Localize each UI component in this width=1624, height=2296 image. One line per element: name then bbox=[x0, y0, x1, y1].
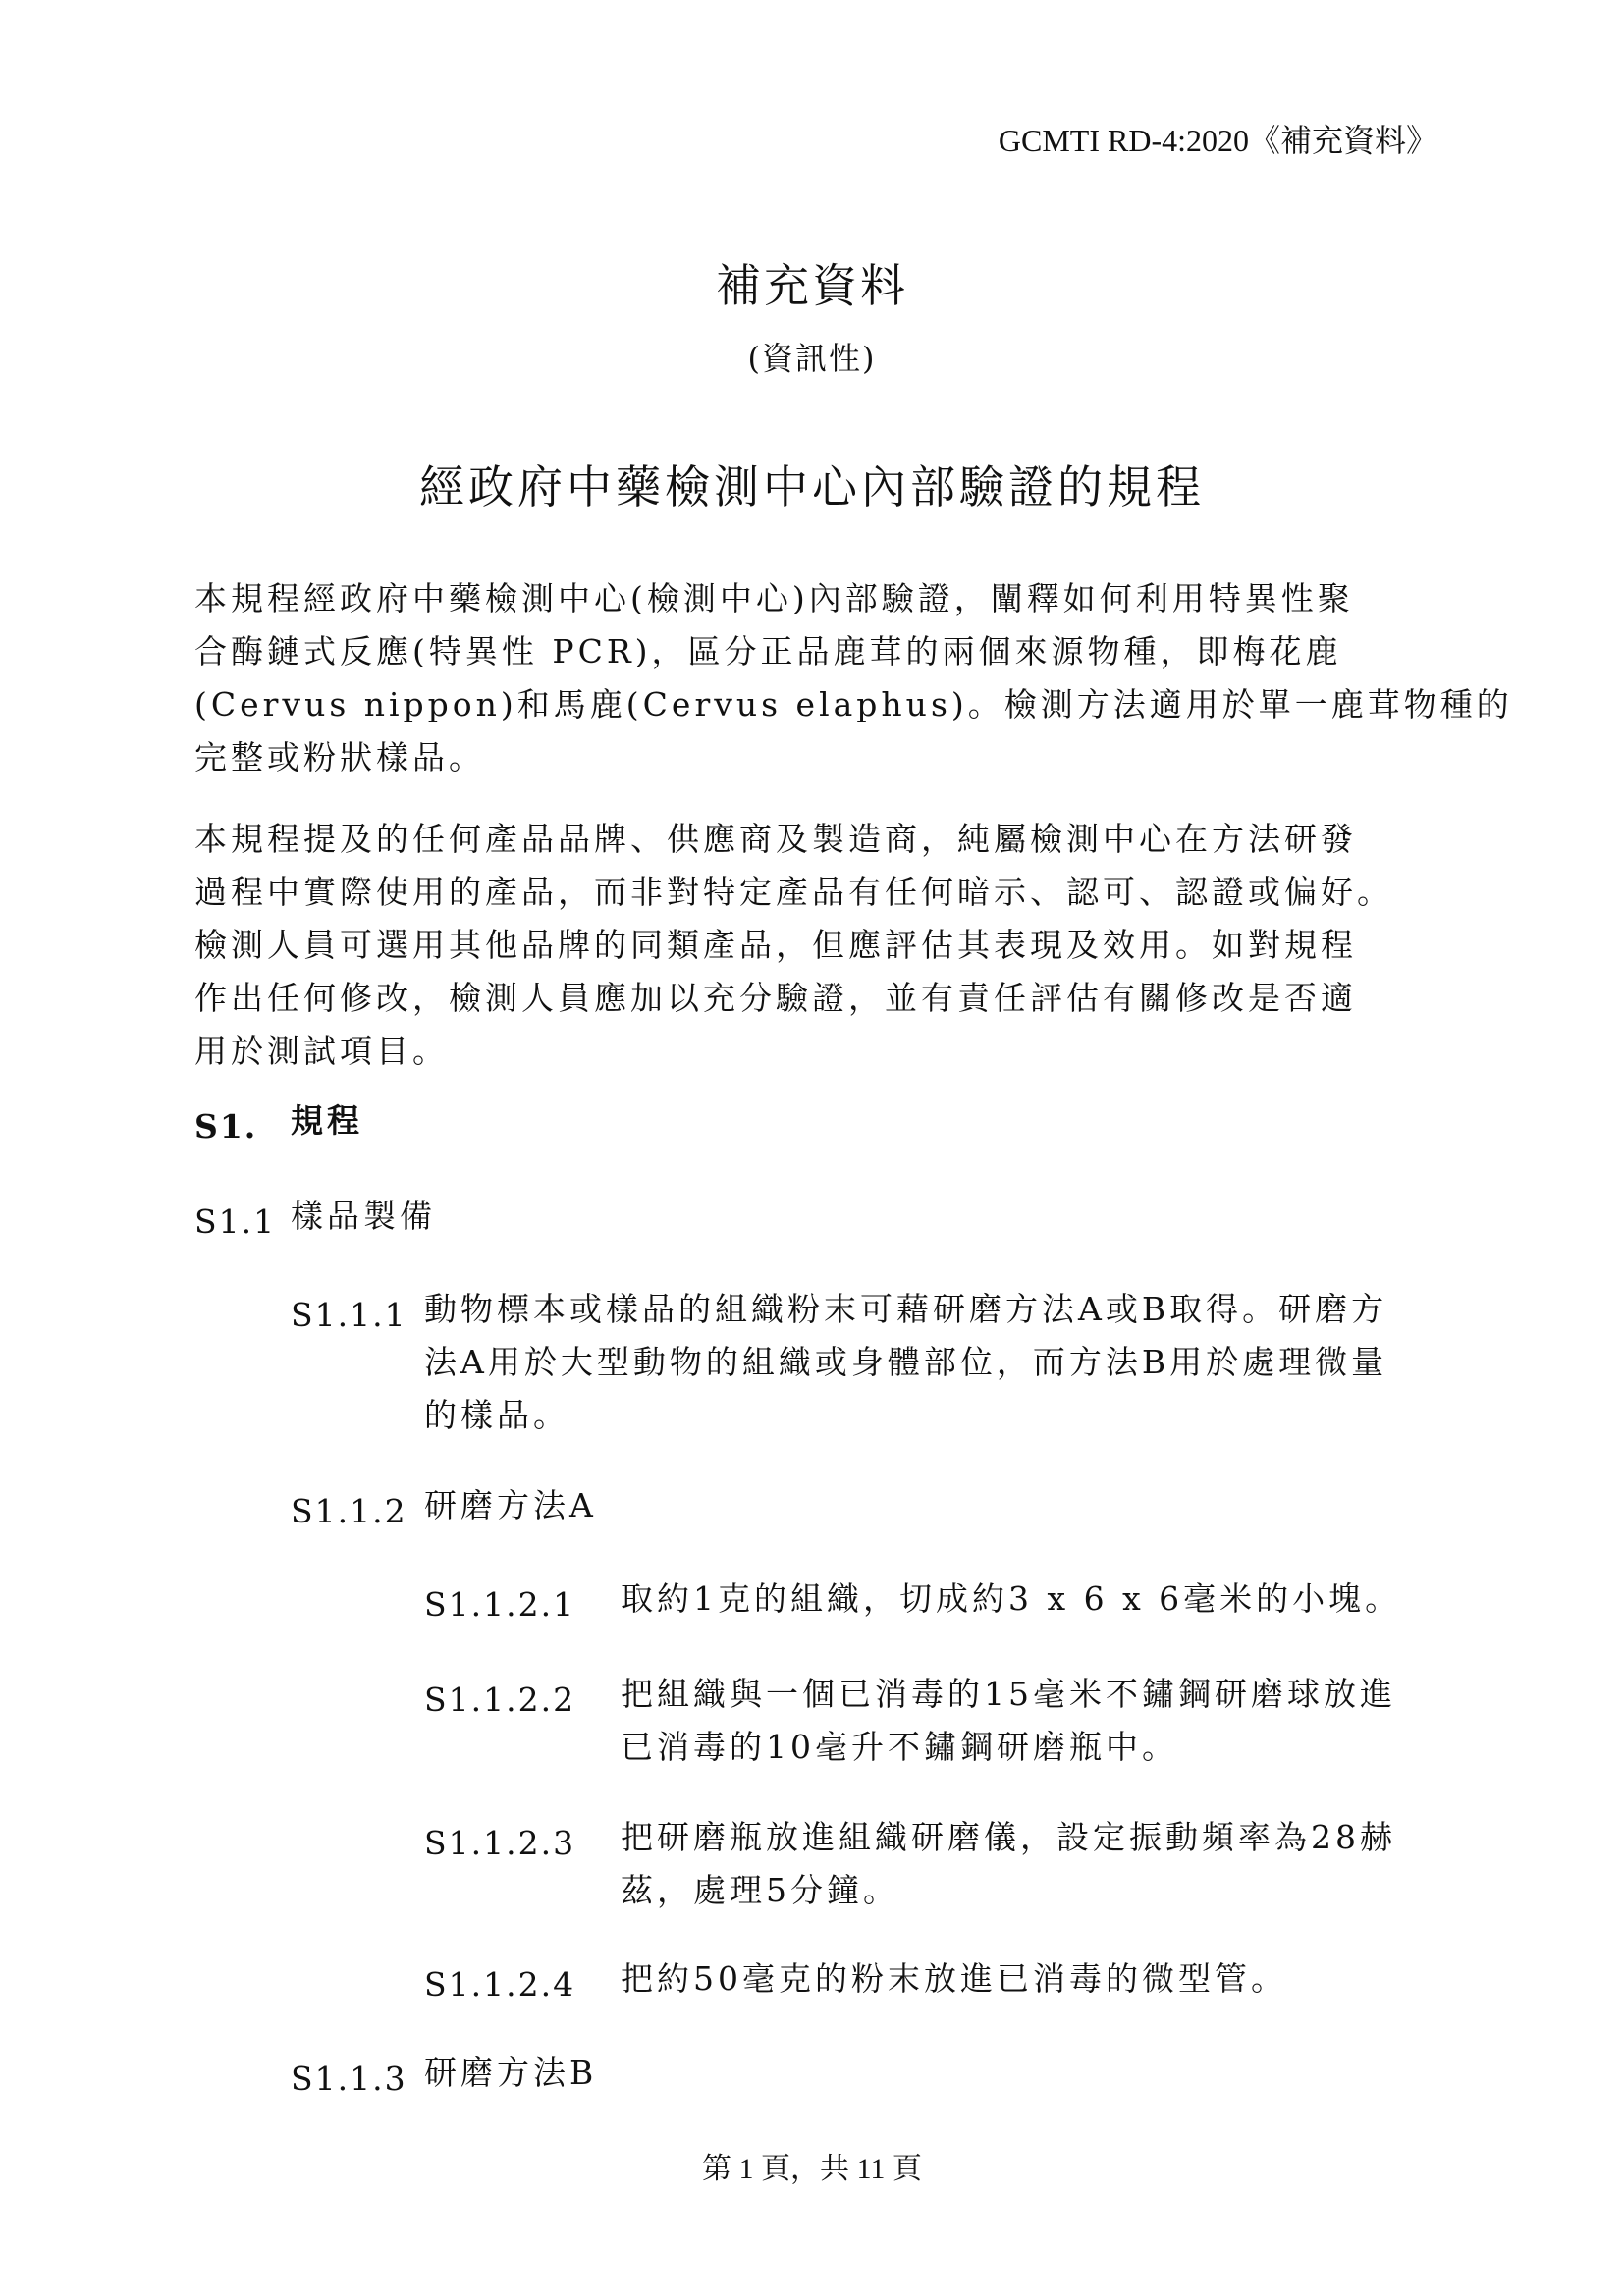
section-line: 把研磨瓶放進組織研磨儀，設定振動頻率為28赫 bbox=[621, 1818, 1396, 1856]
disclaimer-line: 用於測試項目。 bbox=[194, 1032, 449, 1070]
section-heading: 研磨方法A bbox=[424, 1486, 597, 1524]
section-number: S1.1 bbox=[194, 1202, 277, 1241]
disclaimer-line: 本規程提及的任何產品品牌、供應商及製造商，純屬檢測中心在方法研發 bbox=[194, 820, 1357, 858]
page-title: 補充資料 bbox=[716, 259, 908, 312]
section-number: S1.1.2.1 bbox=[424, 1585, 576, 1624]
page-subtitle: (資訊性) bbox=[747, 340, 877, 377]
disclaimer-line: 過程中實際使用的產品，而非對特定產品有任何暗示、認可、認證或偏好。 bbox=[194, 873, 1393, 911]
section-body bbox=[621, 1573, 1401, 1626]
section-line: 茲，處理5分鐘。 bbox=[621, 1871, 899, 1909]
document-title: 經政府中藥檢測中心內部驗證的規程 bbox=[419, 460, 1205, 513]
disclaimer-paragraph bbox=[194, 813, 1432, 1078]
section-line: 取約1克的組織，切成約3 x 6 x 6毫米的小塊。 bbox=[621, 1579, 1402, 1618]
section-number: S1. bbox=[194, 1107, 258, 1146]
section-body bbox=[621, 1668, 1396, 1774]
section-number: S1.1.3 bbox=[291, 2059, 407, 2098]
section-line: 的樣品。 bbox=[424, 1396, 569, 1434]
section-number: S1.1.2.3 bbox=[424, 1824, 576, 1862]
intro-line: 合酶鏈式反應(特異性 PCR)，區分正品鹿茸的兩個來源物種，即梅花鹿 bbox=[194, 632, 1342, 670]
intro-line: 完整或粉狀樣品。 bbox=[194, 738, 485, 776]
page-footer: 第 1 頁，共 11 頁 bbox=[702, 2153, 922, 2185]
section-heading: 樣品製備 bbox=[291, 1197, 436, 1235]
section-heading: 研磨方法B bbox=[424, 2054, 598, 2092]
section-line: 已消毒的10毫升不鏽鋼研磨瓶中。 bbox=[621, 1728, 1178, 1766]
section-line: 動物標本或樣品的組織粉末可藉研磨方法A或B取得。研磨方 bbox=[424, 1290, 1388, 1328]
section-number: S1.1.2.4 bbox=[424, 1965, 576, 2003]
disclaimer-line: 檢測人員可選用其他品牌的同類產品，但應評估其表現及效用。如對規程 bbox=[194, 926, 1357, 964]
section-line: 法A用於大型動物的組織或身體部位，而方法B用於處理微量 bbox=[424, 1343, 1388, 1381]
section-line: 把約50毫克的粉末放進已消毒的微型管。 bbox=[621, 1959, 1287, 1998]
section-number: S1.1.2.2 bbox=[424, 1681, 576, 1719]
section-body bbox=[621, 1811, 1396, 1917]
document-reference: GCMTI RD-4:2020《補充資料》 bbox=[998, 123, 1437, 158]
intro-line: (Cervus nippon)和馬鹿(Cervus elaphus)。檢測方法適用於單一鹿茸物種的 bbox=[194, 685, 1513, 723]
section-body bbox=[424, 1283, 1387, 1442]
section-number: S1.1.1 bbox=[291, 1296, 407, 1334]
section-body bbox=[621, 1952, 1287, 2005]
section-line: 把組織與一個已消毒的15毫米不鏽鋼研磨球放進 bbox=[621, 1675, 1396, 1713]
intro-paragraph bbox=[194, 572, 1513, 784]
section-number: S1.1.2 bbox=[291, 1492, 407, 1530]
intro-line: 本規程經政府中藥檢測中心(檢測中心)內部驗證，闡釋如何利用特異性聚 bbox=[194, 579, 1354, 617]
disclaimer-line: 作出任何修改，檢測人員應加以充分驗證，並有責任評估有關修改是否適 bbox=[194, 979, 1357, 1017]
section-heading: 規程 bbox=[291, 1101, 363, 1140]
